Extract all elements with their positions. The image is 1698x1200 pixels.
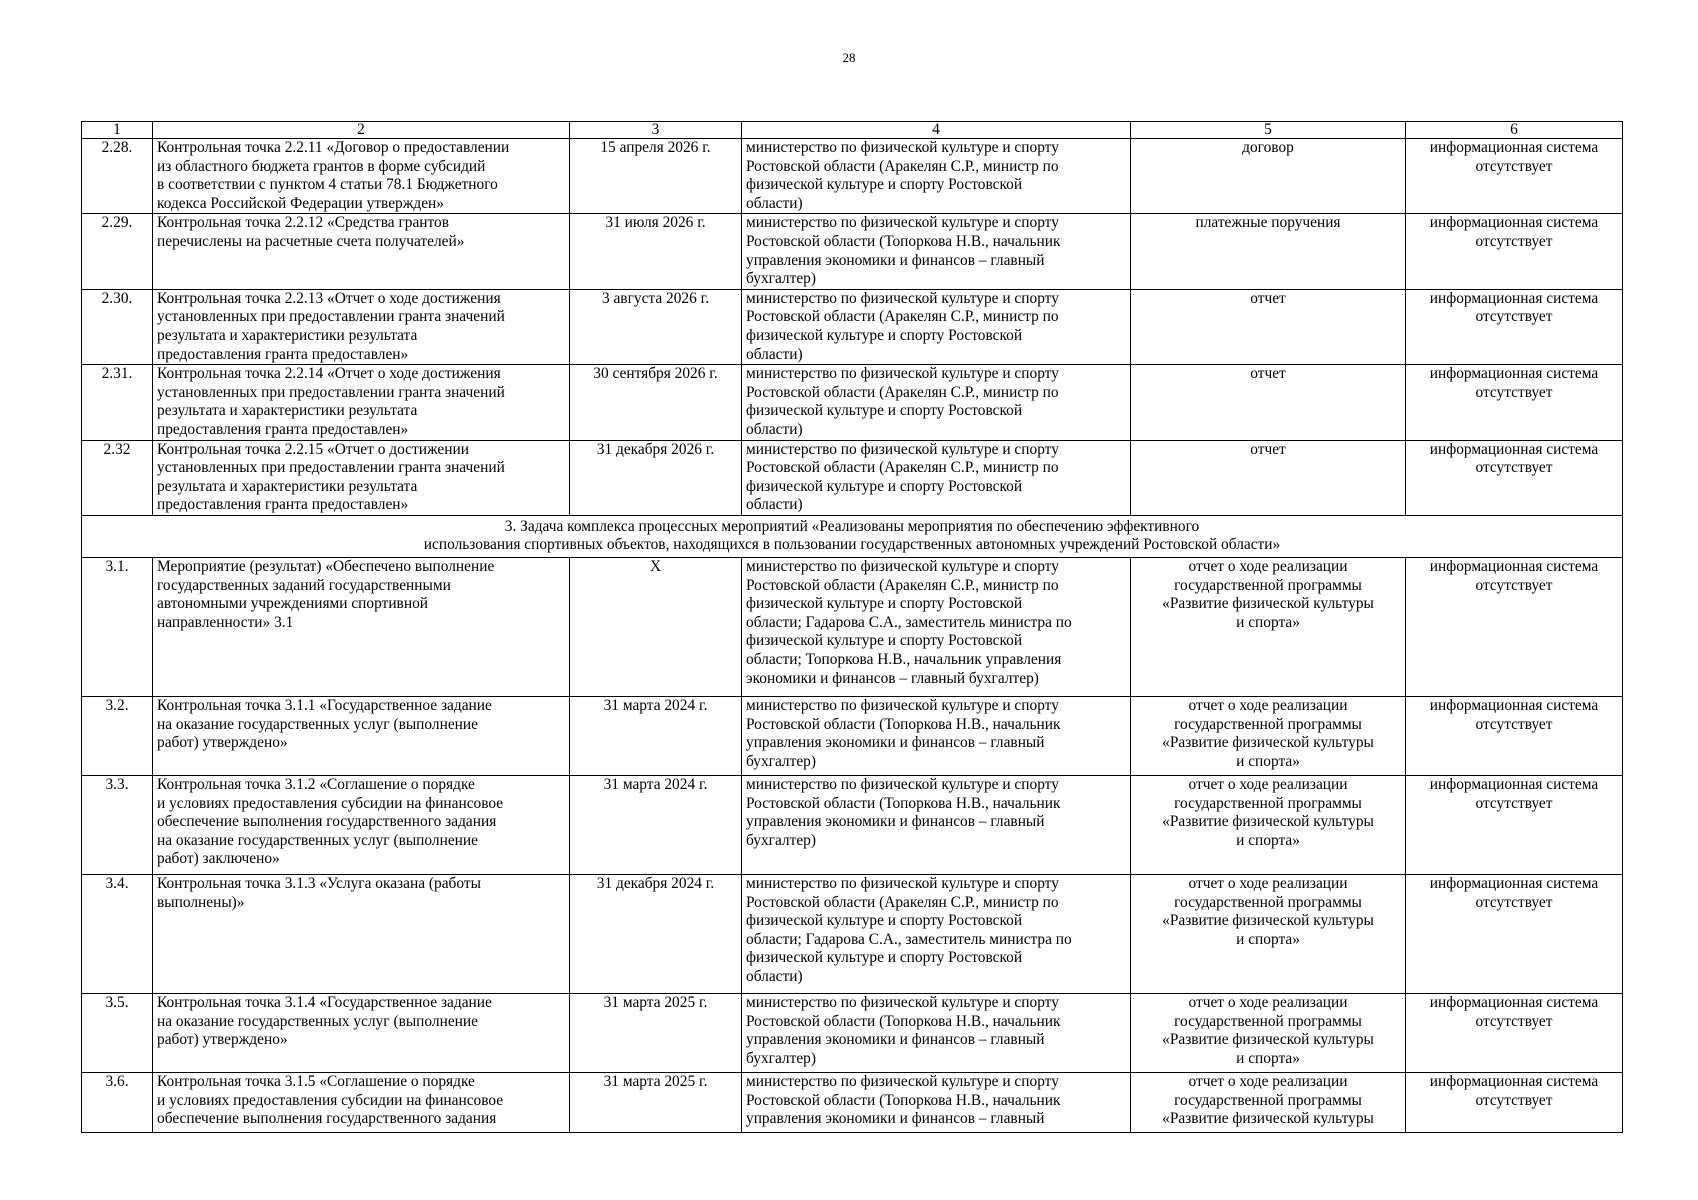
section-title-line: 3. Задача комплекса процессных мероприятий «Реализованы мероприятия по обеспечению эффективного [504,517,1200,535]
cell-text-line: бухгалтер) [746,1049,816,1067]
cell-text-line: министерство по физической культуре и спорту [746,994,1059,1012]
cell-text-line: информационная система [1429,1073,1599,1091]
cell-text-line: информационная система [1429,697,1599,715]
cell-text-line: Ростовской области (Аракелян С.Р., министр по [746,893,1059,911]
cell-text-line: министерство по физической культуре и спорту [746,214,1059,232]
cell-text-line: «Развитие физической культуры [1162,1031,1374,1049]
information-system-cell [1406,139,1623,214]
cell-text-line: области; Гадарова С.А., заместитель министра по [746,930,1072,948]
cell-text-line: отсутствует [1475,576,1553,594]
table-row [82,558,1623,697]
cell-text-line: «Развитие физической культуры [1162,813,1374,831]
description-cell [153,214,570,289]
cell-text-line: на оказание государственных услуг (выполнение [157,1012,478,1030]
cell-text-line: отсутствует [1475,1091,1553,1109]
cell-text-line: государственной программы [1174,794,1362,812]
cell-text-line: управления экономики и финансов – главный [746,1031,1045,1049]
cell-text-line: платежные поручения [1195,214,1341,232]
cell-text-line: области) [746,420,803,438]
cell-text-line: и спорта» [1236,930,1300,948]
cell-text-line: Ростовской области (Аракелян С.Р., министр по [746,459,1059,477]
information-system-cell [1406,558,1623,697]
cell-text-line: Контрольная точка 2.2.12 «Средства грантов [157,214,450,232]
cell-text-line: и спорта» [1236,1049,1300,1067]
cell-text-line: обеспечение выполнения государственного задания [157,1110,497,1128]
information-system-cell [1406,440,1623,515]
deadline-cell: 15 апреля 2026 г. [570,139,742,214]
cell-text-line: Контрольная точка 2.2.13 «Отчет о ходе достижения [157,289,501,307]
information-system-cell [1406,1073,1623,1133]
cell-text-line: министерство по физической культуре и спорту [746,365,1059,383]
document-type-cell [1131,289,1406,364]
table-row [82,776,1623,875]
cell-text-line: физической культуре и спорту Ростовской [746,912,1023,930]
document-type-cell [1131,776,1406,875]
cell-text-line: государственной программы [1174,1091,1362,1109]
cell-text-line: предоставления гранта предоставлен» [157,496,409,514]
cell-text-line: физической культуре и спорту Ростовской [746,595,1023,613]
cell-text-line: работ) заключено» [157,850,280,868]
cell-text-line: Контрольная точка 2.2.15 «Отчет о достижении [157,440,469,458]
cell-text-line: отсутствует [1475,715,1553,733]
cell-text-line: автономными учреждениями спортивной [157,595,428,613]
cell-text-line: информационная система [1429,365,1599,383]
cell-text-line: отчет [1250,365,1286,383]
responsible-cell [742,440,1131,515]
cell-text-line: государственных заданий государственными [157,576,451,594]
information-system-cell [1406,994,1623,1073]
cell-text-line: перечислены на расчетные счета получателей» [157,232,465,250]
cell-text-line: из областного бюджета грантов в форме субсидий [157,157,486,175]
cell-text-line: «Развитие физической культуры [1162,912,1374,930]
document-type-cell [1131,558,1406,697]
cell-text-line: отчет [1250,289,1286,307]
table-row [82,139,1623,214]
cell-text-line: отчет о ходе реализации [1188,558,1348,576]
row-number-cell: 3.4. [82,875,153,994]
responsible-cell [742,875,1131,994]
cell-text-line: управления экономики и финансов – главный [746,813,1045,831]
cell-text-line: физической культуре и спорту Ростовской [746,632,1023,650]
cell-text-line: министерство по физической культуре и спорту [746,139,1059,156]
cell-text-line: информационная система [1429,558,1599,576]
cell-text-line: результата и характеристики результата [157,477,418,495]
row-number-cell: 3.1. [82,558,153,697]
cell-text-line: области; Гадарова С.А., заместитель министра по [746,613,1072,631]
cell-text-line: работ) утверждено» [157,1031,288,1049]
cell-text-line: Контрольная точка 3.1.2 «Соглашение о порядке [157,776,475,794]
cell-text-line: направленности» 3.1 [157,613,294,631]
responsible-cell [742,1073,1131,1133]
cell-text-line: информационная система [1429,994,1599,1012]
cell-text-line: министерство по физической культуре и спорту [746,440,1059,458]
cell-text-line: министерство по физической культуре и спорту [746,875,1059,893]
description-cell [153,289,570,364]
responsible-cell [742,289,1131,364]
cell-text-line: Ростовской области (Топоркова Н.В., начальник [746,715,1061,733]
cell-text-line: в соответствии с пунктом 4 статьи 78.1 Бюджетного [157,176,498,194]
cell-text-line: Ростовской области (Топоркова Н.В., начальник [746,794,1061,812]
cell-text-line: физической культуре и спорту Ростовской [746,402,1023,420]
cell-text-line: и условиях предоставления субсидии на финансовое [157,794,504,812]
cell-text-line: выполнены)» [157,893,245,911]
column-header: 3 [570,122,742,139]
cell-text-line: Ростовской области (Аракелян С.Р., министр по [746,576,1059,594]
information-system-cell [1406,776,1623,875]
table-row [82,875,1623,994]
deadline-cell: Х [570,558,742,697]
document-type-cell [1131,214,1406,289]
cell-text-line: Контрольная точка 2.2.14 «Отчет о ходе достижения [157,365,501,383]
cell-text-line: информационная система [1429,139,1599,156]
cell-text-line: информационная система [1429,289,1599,307]
description-cell [153,558,570,697]
cell-text-line: Ростовской области (Топоркова Н.В., начальник [746,232,1061,250]
cell-text-line: государственной программы [1174,1012,1362,1030]
cell-text-line: Ростовской области (Топоркова Н.В., начальник [746,1012,1061,1030]
cell-text-line: Ростовской области (Топоркова Н.В., начальник [746,1091,1061,1109]
cell-text-line: «Развитие физической культуры [1162,734,1374,752]
information-system-cell [1406,289,1623,364]
information-system-cell [1406,214,1623,289]
document-type-cell [1131,697,1406,776]
cell-text-line: управления экономики и финансов – главный [746,251,1045,269]
description-cell [153,875,570,994]
cell-text-line: информационная система [1429,776,1599,794]
row-number-cell: 2.29. [82,214,153,289]
description-cell [153,776,570,875]
cell-text-line: Ростовской области (Аракелян С.Р., министр по [746,308,1059,326]
cell-text-line: отчет о ходе реализации [1188,697,1348,715]
cell-text-line: результата и характеристики результата [157,326,418,344]
document-type-cell [1131,875,1406,994]
row-number-cell: 3.6. [82,1073,153,1133]
cell-text-line: области) [746,968,803,986]
cell-text-line: установленных при предоставлении гранта значений [157,459,505,477]
row-number-cell: 3.2. [82,697,153,776]
column-header: 2 [153,122,570,139]
column-header: 6 [1406,122,1623,139]
table-row [82,214,1623,289]
cell-text-line: управления экономики и финансов – главный [746,1110,1045,1128]
row-number-cell: 3.5. [82,994,153,1073]
cell-text-line: отсутствует [1475,1012,1553,1030]
description-cell [153,440,570,515]
column-header: 1 [82,122,153,139]
responsible-cell [742,558,1131,697]
cell-text-line: информационная система [1429,440,1599,458]
cell-text-line: экономики и финансов – главный бухгалтер) [746,669,1039,687]
description-cell [153,139,570,214]
cell-text-line: Контрольная точка 3.1.5 «Соглашение о порядке [157,1073,475,1091]
responsible-cell [742,776,1131,875]
plan-table [81,121,1623,1133]
cell-text-line: установленных при предоставлении гранта значений [157,308,505,326]
cell-text-line: области) [746,496,803,514]
row-number-cell: 2.28. [82,139,153,214]
cell-text-line: Ростовской области (Аракелян С.Р., министр по [746,383,1059,401]
cell-text-line: на оказание государственных услуг (выполнение [157,831,478,849]
cell-text-line: физической культуре и спорту Ростовской [746,949,1023,967]
cell-text-line: кодекса Российской Федерации утвержден» [157,194,444,212]
cell-text-line: отсутствует [1475,383,1553,401]
cell-text-line: предоставления гранта предоставлен» [157,345,409,363]
cell-text-line: договор [1242,139,1294,156]
cell-text-line: предоставления гранта предоставлен» [157,420,409,438]
cell-text-line: Контрольная точка 2.2.11 «Договор о предоставлении [157,139,510,156]
information-system-cell [1406,365,1623,440]
cell-text-line: физической культуре и спорту Ростовской [746,176,1023,194]
document-type-cell [1131,365,1406,440]
cell-text-line: результата и характеристики результата [157,402,418,420]
cell-text-line: физической культуре и спорту Ростовской [746,477,1023,495]
cell-text-line: «Развитие физической культуры [1162,1110,1374,1128]
cell-text-line: физической культуре и спорту Ростовской [746,326,1023,344]
description-cell [153,697,570,776]
cell-text-line: отсутствует [1475,308,1553,326]
cell-text-line: Ростовской области (Аракелян С.Р., министр по [746,157,1059,175]
responsible-cell [742,994,1131,1073]
description-cell [153,365,570,440]
information-system-cell [1406,697,1623,776]
cell-text-line: отчет о ходе реализации [1188,994,1348,1012]
cell-text-line: управления экономики и финансов – главный [746,734,1045,752]
cell-text-line: Контрольная точка 3.1.3 «Услуга оказана (работы [157,875,481,893]
cell-text-line: отсутствует [1475,459,1553,477]
deadline-cell: 31 марта 2024 г. [570,697,742,776]
cell-text-line: государственной программы [1174,576,1362,594]
column-header-row [82,122,1623,139]
cell-text-line: министерство по физической культуре и спорту [746,776,1059,794]
document-type-cell [1131,440,1406,515]
cell-text-line: Контрольная точка 3.1.4 «Государственное задание [157,994,492,1012]
cell-text-line: министерство по физической культуре и спорту [746,289,1059,307]
responsible-cell [742,139,1131,214]
cell-text-line: работ) утверждено» [157,734,288,752]
deadline-cell: 31 марта 2025 г. [570,1073,742,1133]
cell-text-line: на оказание государственных услуг (выполнение [157,715,478,733]
row-number-cell: 2.30. [82,289,153,364]
cell-text-line: и спорта» [1236,613,1300,631]
table-row [82,289,1623,364]
cell-text-line: отсутствует [1475,893,1553,911]
section-title-line: использования спортивных объектов, находящихся в пользовании государственных автономных учреждений Ростовской области» [423,536,1281,554]
information-system-cell [1406,875,1623,994]
table-row [82,365,1623,440]
document-type-cell [1131,1073,1406,1133]
table-row [82,440,1623,515]
deadline-cell: 3 августа 2026 г. [570,289,742,364]
cell-text-line: государственной программы [1174,893,1362,911]
cell-text-line: области; Топоркова Н.В., начальник управления [746,651,1062,669]
column-header: 5 [1131,122,1406,139]
responsible-cell [742,365,1131,440]
row-number-cell: 2.32 [82,440,153,515]
responsible-cell [742,214,1131,289]
cell-text-line: отчет [1250,440,1286,458]
deadline-cell: 31 декабря 2026 г. [570,440,742,515]
document-type-cell [1131,994,1406,1073]
cell-text-line: и спорта» [1236,831,1300,849]
column-header: 4 [742,122,1131,139]
cell-text-line: информационная система [1429,214,1599,232]
cell-text-line: области) [746,194,803,212]
cell-text-line: обеспечение выполнения государственного задания [157,813,497,831]
deadline-cell: 31 декабря 2024 г. [570,875,742,994]
section-row [82,515,1623,557]
cell-text-line: бухгалтер) [746,752,816,770]
row-number-cell: 2.31. [82,365,153,440]
row-number-cell: 3.3. [82,776,153,875]
cell-text-line: отчет о ходе реализации [1188,1073,1348,1091]
cell-text-line: бухгалтер) [746,831,816,849]
cell-text-line: отчет о ходе реализации [1188,776,1348,794]
cell-text-line: отчет о ходе реализации [1188,875,1348,893]
cell-text-line: области) [746,345,803,363]
cell-text-line: «Развитие физической культуры [1162,595,1374,613]
cell-text-line: министерство по физической культуре и спорту [746,558,1059,576]
cell-text-line: Контрольная точка 3.1.1 «Государственное задание [157,697,492,715]
cell-text-line: отсутствует [1475,794,1553,812]
cell-text-line: бухгалтер) [746,270,816,288]
deadline-cell: 31 марта 2024 г. [570,776,742,875]
cell-text-line: отсутствует [1475,157,1553,175]
cell-text-line: государственной программы [1174,715,1362,733]
table-row [82,697,1623,776]
cell-text-line: установленных при предоставлении гранта значений [157,383,505,401]
cell-text-line: и условиях предоставления субсидии на финансовое [157,1091,504,1109]
responsible-cell [742,697,1131,776]
table-row [82,994,1623,1073]
deadline-cell: 30 сентября 2026 г. [570,365,742,440]
cell-text-line: министерство по физической культуре и спорту [746,697,1059,715]
document-type-cell [1131,139,1406,214]
cell-text-line: информационная система [1429,875,1599,893]
table-row [82,1073,1623,1133]
page-number: 28 [842,50,856,65]
deadline-cell: 31 июля 2026 г. [570,214,742,289]
cell-text-line: Мероприятие (результат) «Обеспечено выполнение [157,558,495,576]
cell-text-line: и спорта» [1236,752,1300,770]
description-cell [153,1073,570,1133]
description-cell [153,994,570,1073]
cell-text-line: отсутствует [1475,232,1553,250]
cell-text-line: министерство по физической культуре и спорту [746,1073,1059,1091]
section-title [82,515,1623,557]
deadline-cell: 31 марта 2025 г. [570,994,742,1073]
